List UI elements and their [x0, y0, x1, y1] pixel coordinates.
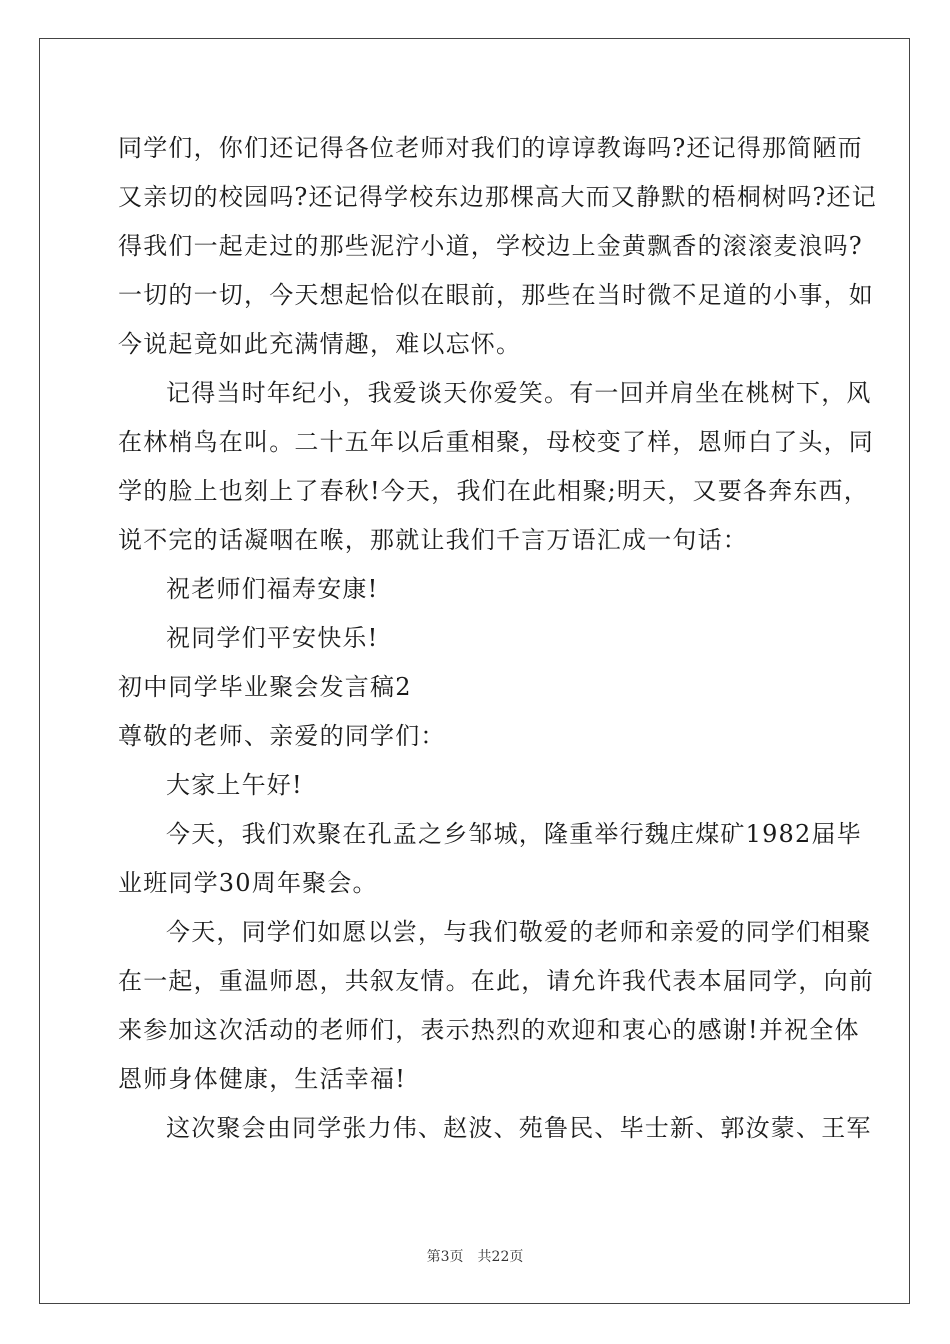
- text-line: 一切的一切，今天想起恰似在眼前，那些在当时微不足道的小事，如: [118, 281, 874, 309]
- section-heading: 初中同学毕业聚会发言稿2: [118, 673, 412, 701]
- text-line: 大家上午好!: [166, 771, 303, 799]
- text-line: 又亲切的校园吗?还记得学校东边那棵高大而又静默的梧桐树吗?还记: [118, 183, 877, 211]
- text-line: 业班同学30周年聚会。: [118, 869, 378, 897]
- text-line: 来参加这次活动的老师们，表示热烈的欢迎和衷心的感谢!并祝全体: [118, 1016, 860, 1044]
- text-line: 同学们，你们还记得各位老师对我们的谆谆教诲吗?还记得那简陋而: [118, 134, 863, 162]
- text-line: 祝老师们福寿安康!: [166, 575, 379, 603]
- text-line: 在一起，重温师恩，共叙友情。在此，请允许我代表本届同学，向前: [118, 967, 874, 995]
- page-number: 第3页 共22页: [426, 1249, 524, 1265]
- text-line: 学的脸上也刻上了春秋!今天，我们在此相聚;明天，又要各奔东西，: [118, 477, 869, 505]
- text-line: 今天，我们欢聚在孔孟之乡邹城，隆重举行魏庄煤矿1982届毕: [166, 820, 862, 848]
- text-line: 记得当时年纪小，我爱谈天你爱笑。有一回并肩坐在桃树下，风: [166, 379, 872, 407]
- text-line: 说不完的话凝咽在喉，那就让我们千言万语汇成一句话：: [118, 526, 748, 554]
- text-line: 今说起竟如此充满情趣，难以忘怀。: [118, 330, 522, 358]
- text-line: 在林梢鸟在叫。二十五年以后重相聚，母校变了样，恩师白了头，同: [118, 428, 874, 456]
- text-line: 恩师身体健康，生活幸福!: [118, 1065, 407, 1093]
- text-line: 祝同学们平安快乐!: [166, 624, 379, 652]
- text-line: 今天，同学们如愿以尝，与我们敬爱的老师和亲爱的同学们相聚: [166, 918, 872, 946]
- text-line: 得我们一起走过的那些泥泞小道，学校边上金黄飘香的滚滚麦浪吗?: [118, 232, 863, 260]
- salutation: 尊敬的老师、亲爱的同学们：: [118, 722, 446, 750]
- document-body: [118, 124, 877, 1153]
- text-line: 这次聚会由同学张力伟、赵波、苑鲁民、毕士新、郭汝蒙、王军: [166, 1114, 872, 1142]
